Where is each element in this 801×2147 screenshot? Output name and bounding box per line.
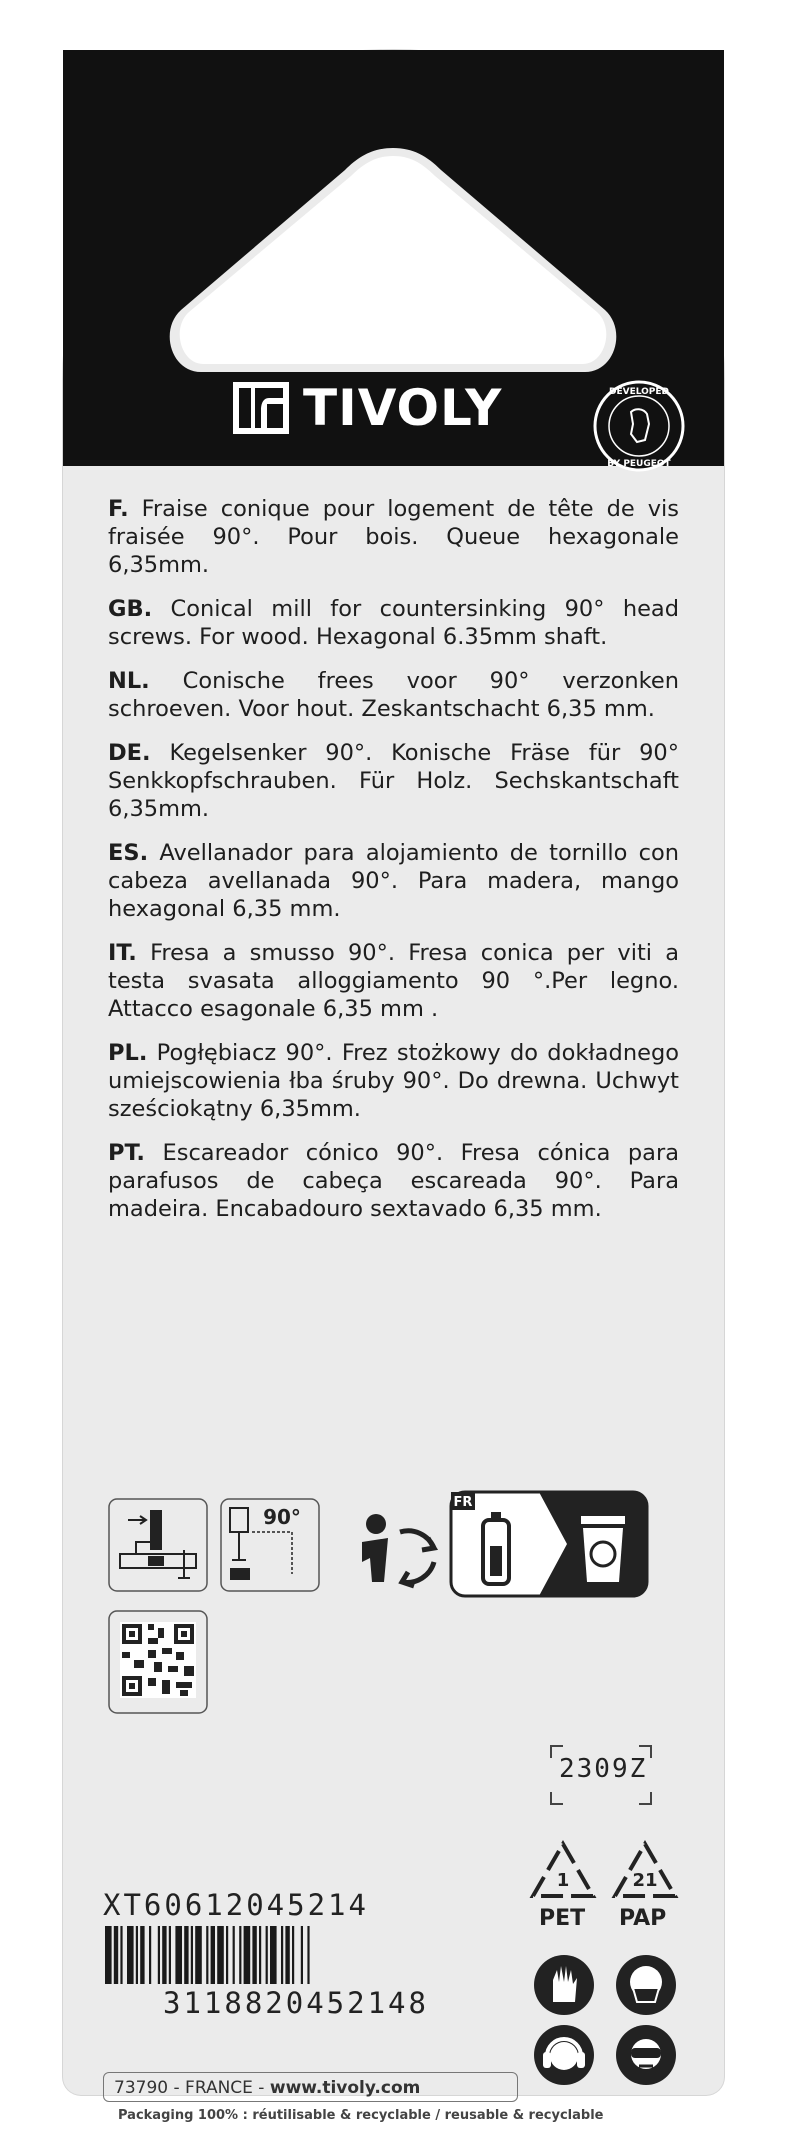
barcode-bar — [162, 1926, 166, 1984]
barcode-bar — [105, 1926, 112, 1984]
triman-country: FR — [453, 1495, 473, 1510]
barcode — [103, 1926, 521, 1984]
description-gb: GB. Conical mill for countersinking 90° head screws. For wood. Hexagonal 6.35mm shaft. — [108, 596, 679, 650]
dust-mask-icon — [615, 1954, 677, 2016]
barcode-bar — [217, 1926, 224, 1984]
barcode-bar — [285, 1926, 289, 1984]
barcode-bar — [292, 1926, 294, 1984]
barcode-bar — [184, 1926, 188, 1984]
barcode-bar — [114, 1926, 118, 1984]
barcode-bar — [158, 1926, 160, 1984]
barcode-bar — [233, 1926, 235, 1984]
barcode-bar — [226, 1926, 228, 1984]
barcode-bar — [239, 1926, 241, 1984]
barcode-bar — [281, 1926, 283, 1984]
barcode-bar — [211, 1926, 215, 1984]
eye-protection-icon — [615, 2024, 677, 2086]
barcode-bar — [120, 1926, 122, 1984]
tivoly-logo — [231, 378, 502, 438]
barcode-bar — [206, 1926, 208, 1984]
barcode-bar — [140, 1926, 144, 1984]
barcode-bar — [244, 1926, 251, 1984]
barcode-bar — [169, 1926, 171, 1984]
sorting-info-icon — [449, 1490, 649, 1598]
svg-text:BY PEUGEOT: BY PEUGEOT — [607, 459, 671, 469]
barcode-bar — [301, 1926, 303, 1984]
svg-text:21: 21 — [632, 1870, 658, 1891]
hang-hole — [165, 140, 621, 380]
ear-protection-icon — [533, 2024, 595, 2086]
svg-text:DEVELOPED: DEVELOPED — [608, 387, 670, 397]
barcode-bar — [127, 1926, 134, 1984]
batch-code: 2309Z — [559, 1754, 648, 1784]
description-it: IT. Fresa a smusso 90°. Fresa conica per viti a testa svasata alloggiamento 90 °.Per legno. Attacco esagonale 6,35 mm . — [108, 940, 679, 1022]
barcode-bar — [270, 1926, 277, 1984]
angle-90-icon — [220, 1498, 320, 1592]
barcode-bar — [252, 1926, 256, 1984]
black-header — [63, 50, 724, 469]
developed-by-peugeot-seal-icon — [591, 378, 687, 474]
packaging-note: Packaging 100% : réutilisable & recyclable / reusable & recyclable — [118, 2108, 604, 2123]
footer-country: FRANCE — [185, 2078, 253, 2098]
qr-code[interactable] — [108, 1610, 208, 1714]
description-pt: PT. Escareador cónico 90°. Fresa cónica para parafusos de cabeça escareada 90°. Para madeira. Encabadouro sextavado 6,35 mm. — [108, 1140, 679, 1222]
recycling-pap-icon — [611, 1840, 679, 1902]
svg-text:1: 1 — [556, 1870, 570, 1891]
barcode-bar — [195, 1926, 202, 1984]
description-list — [108, 495, 679, 1239]
barcode-bar — [266, 1926, 268, 1984]
barcode-bar — [149, 1926, 151, 1984]
packaging-card — [63, 50, 724, 2123]
recycling-pet-icon — [529, 1840, 597, 1902]
angle-label: 90° — [263, 1505, 301, 1529]
safety-gloves-icon — [533, 1954, 595, 2016]
recycling-pet-label: PET — [539, 1906, 586, 1931]
recycling-pap-label: PAP — [619, 1906, 667, 1931]
description-nl: NL. Conische frees voor 90° verzonken schroeven. Voor hout. Zeskantschacht 6,35 mm. — [108, 668, 679, 722]
description-de: DE. Kegelsenker 90°. Konische Fräse für 90° Senkkopfschrauben. Für Holz. Sechskantschaft 6,35mm. — [108, 740, 679, 822]
website-link[interactable]: www.tivoly.com — [269, 2078, 421, 2098]
brand-name: TIVOLY — [303, 379, 503, 437]
barcode-bar — [175, 1926, 182, 1984]
description-pl: PL. Pogłębiacz 90°. Frez stożkowy do dokładnego umiejscowienia łba śruby 90°. Do drewna. Uchwyt sześciokątny 6,35mm. — [108, 1040, 679, 1122]
footer-info: 73790 - FRANCE - www.tivoly.com — [103, 2072, 518, 2102]
ean-number: 3118820452148 — [163, 1986, 429, 2020]
barcode-bar — [136, 1926, 138, 1984]
triman-icon — [348, 1502, 440, 1592]
description-es: ES. Avellanador para alojamiento de tornillo con cabeza avellanada 90°. Para madera, mango hexagonal 6,35 mm. — [108, 840, 680, 922]
reference-code: XT60612045214 — [103, 1888, 369, 1922]
footer-ref: 73790 — [114, 2078, 169, 2098]
barcode-bar — [191, 1926, 193, 1984]
countersink-usage-icon — [108, 1498, 208, 1592]
tivoly-mark-icon — [231, 380, 291, 436]
description-fr: F. Fraise conique pour logement de tête de vis fraisée 90°. Pour bois. Queue hexagonale 6,35mm. — [108, 496, 680, 578]
barcode-bar — [307, 1926, 309, 1984]
barcode-bar — [259, 1926, 261, 1984]
